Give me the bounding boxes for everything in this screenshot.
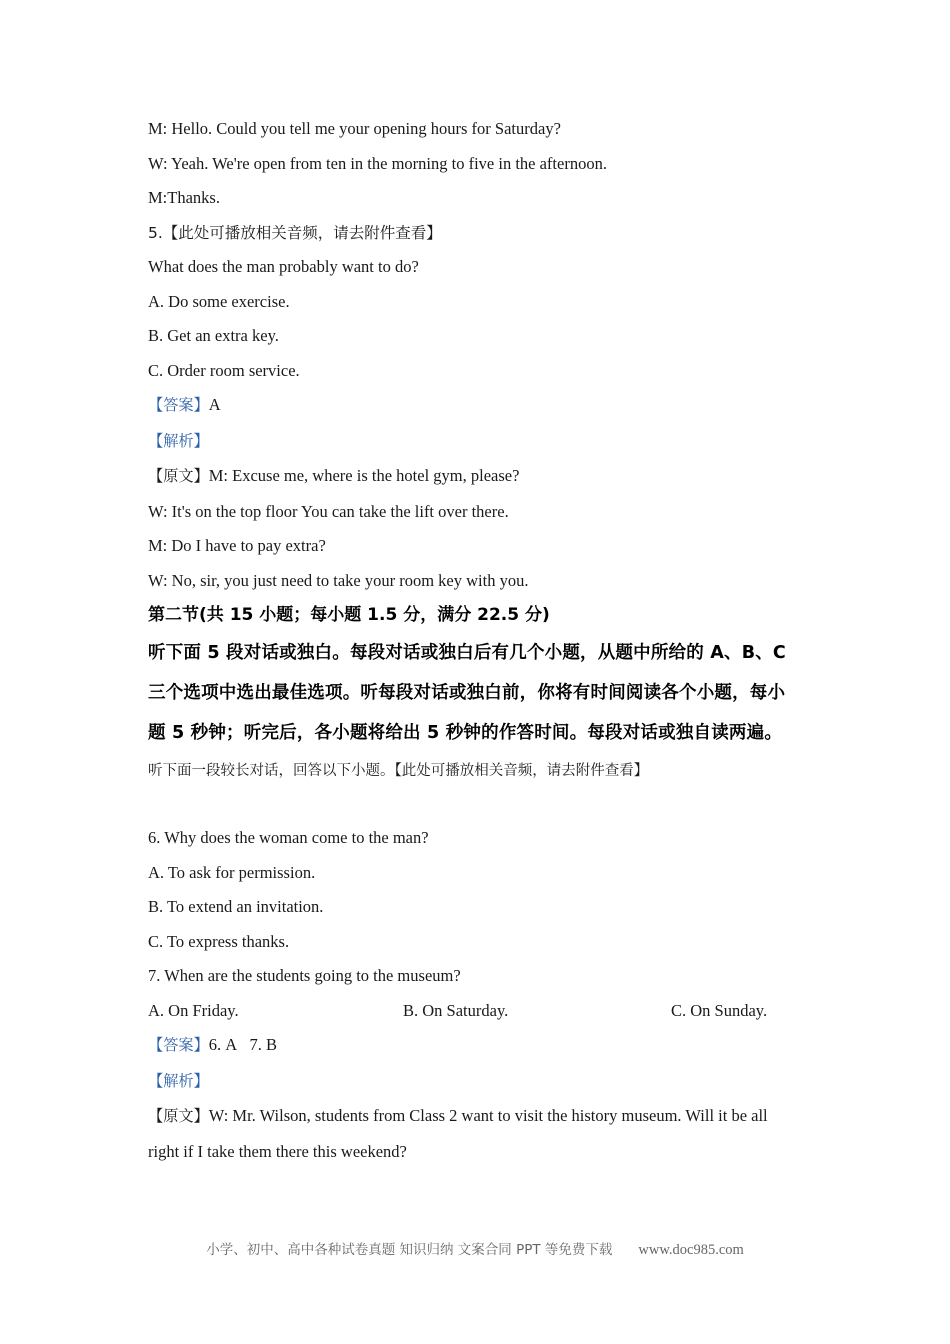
question-6-option-a: A. To ask for permission. <box>148 862 316 882</box>
question-67-answer-row <box>148 1028 802 1064</box>
question-7-option-a: A. On Friday. <box>148 1000 239 1020</box>
question-6-stem: 6. Why does the woman come to the man? <box>148 828 429 847</box>
dialogue-line: M: Hello. Could you tell me your opening hours for Saturday? <box>148 119 561 138</box>
section-2-heading: 第二节(共 15 小题；每小题 1.5 分，满分 22.5 分) <box>148 605 550 625</box>
transcript-line: M: Do I have to pay extra? <box>148 536 326 555</box>
page-footer <box>0 1238 950 1259</box>
spacer <box>148 789 802 821</box>
dialogue-line: M:Thanks. <box>148 188 220 207</box>
footer-url: www.doc985.com <box>638 1242 744 1258</box>
question-7-stem: 7. When are the students going to the museum? <box>148 966 461 985</box>
answer-label: 【答案】 <box>148 1036 209 1054</box>
analysis-label: 【解析】 <box>148 431 209 450</box>
question-6-option-b: B. To extend an invitation. <box>148 897 324 916</box>
footer-text: 小学、初中、高中各种试卷真题 知识归纳 文案合同 PPT 等免费下载 <box>206 1242 613 1258</box>
question-5-analysis-row <box>148 424 802 460</box>
question-7-option-c: C. On Sunday. <box>671 1000 768 1020</box>
section-2-sub-note: 听下面一段较长对话，回答以下小题。【此处可播放相关音频，请去附件查看】 <box>148 763 649 779</box>
transcript-line: right if I take them there this weekend? <box>148 1141 407 1161</box>
answer-label: 【答案】 <box>148 396 209 414</box>
answer-value: 6. A 7. B <box>208 1035 278 1054</box>
question-5-option-a: A. Do some exercise. <box>148 291 290 311</box>
transcript-label: 【原文】 <box>148 467 209 485</box>
question-67-transcript-row <box>148 1099 802 1135</box>
question-7-option-b: B. On Saturday. <box>403 1000 509 1020</box>
question-5-transcript-row <box>148 459 802 495</box>
question-5-stem: What does the man probably want to do? <box>148 257 419 276</box>
transcript-line: M: Excuse me, where is the hotel gym, please? <box>208 466 520 485</box>
dialogue-line: W: Yeah. We're open from ten in the morning to five in the afternoon. <box>148 153 607 173</box>
question-5-option-b: B. Get an extra key. <box>148 326 279 345</box>
question-6-option-c: C. To express thanks. <box>148 931 290 951</box>
transcript-line: W: It's on the top floor You can take the lift over there. <box>148 501 509 521</box>
transcript-line: W: Mr. Wilson, students from Class 2 want to visit the history museum. Will it be all <box>208 1106 768 1125</box>
transcript-label: 【原文】 <box>148 1107 209 1125</box>
answer-value: A <box>208 395 221 414</box>
question-67-analysis-row <box>148 1064 802 1100</box>
analysis-label: 【解析】 <box>148 1071 209 1090</box>
transcript-line: W: No, sir, you just need to take your room key with you. <box>148 570 529 590</box>
question-5-option-c: C. Order room service. <box>148 360 300 380</box>
question-5-answer-row <box>148 388 802 424</box>
question-5-audio-note: 5.【此处可播放相关音频，请去附件查看】 <box>148 223 442 242</box>
question-7-options-row <box>148 994 802 1029</box>
section-2-instructions: 听下面 5 段对话或独白。每段对话或独白后有几个小题，从题中所给的 A、B、C 三个选项中选出最佳选项。听每段对话或独白前，你将有时间阅读各个小题，每小题 5 秒钟；听完后，各小题将给出 5 秒钟的作答时间。每段对话或独自读两遍。 <box>148 643 786 743</box>
